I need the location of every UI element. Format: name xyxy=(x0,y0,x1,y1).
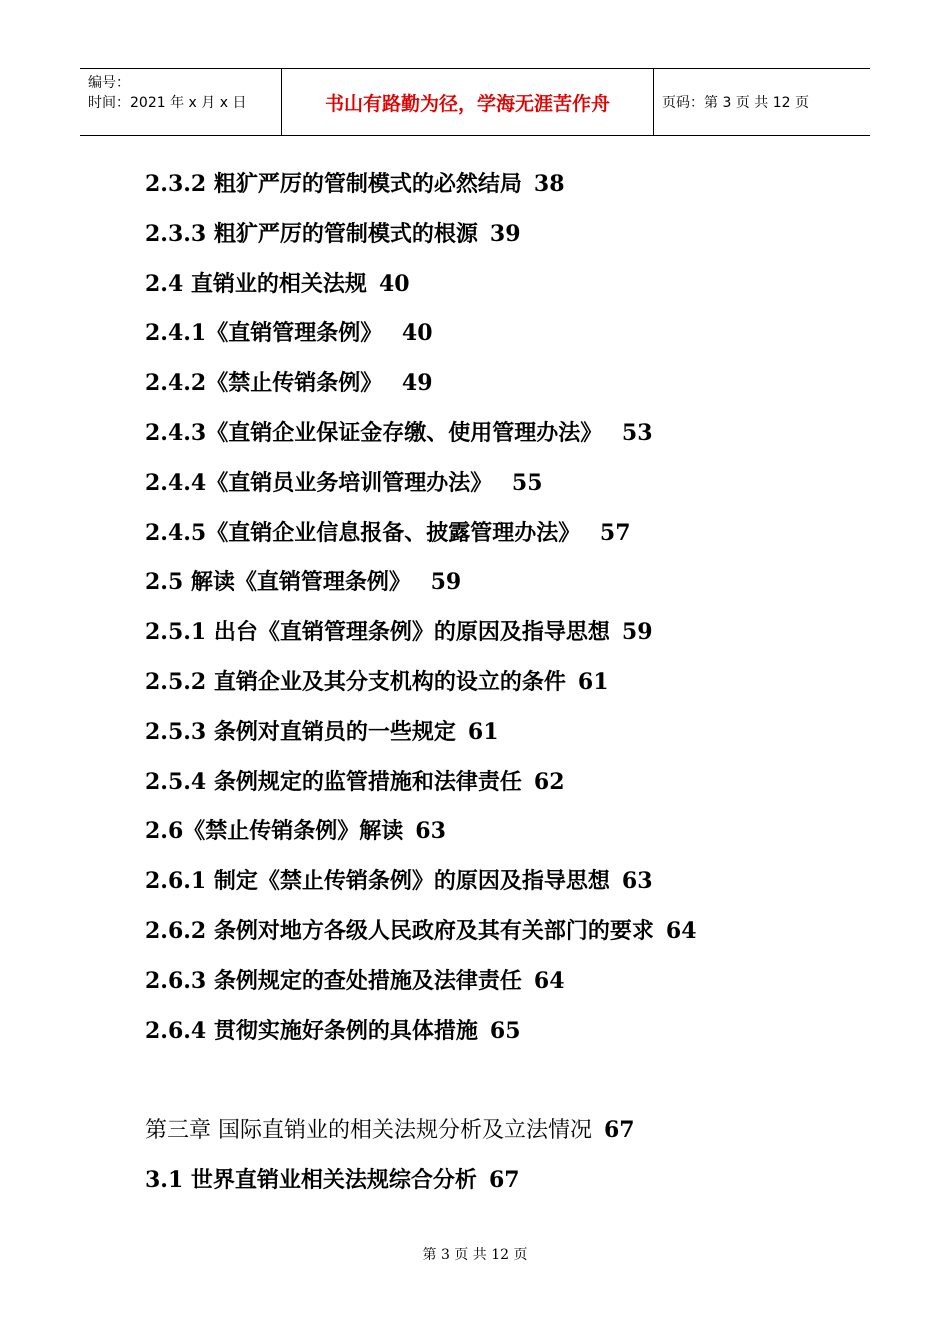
toc-entry: 2.4.2《禁止传销条例》 49 xyxy=(145,370,433,397)
toc-entry: 2.6.2 条例对地方各级人民政府及其有关部门的要求 64 xyxy=(145,917,697,944)
header-meta xyxy=(80,69,282,135)
toc-entry: 2.3.3 粗犷严厉的管制模式的根源 39 xyxy=(145,220,521,247)
header-motto: 书山有路勤为径，学海无涯苦作舟 xyxy=(282,69,654,135)
toc-entry: 2.4.3《直销企业保证金存缴、使用管理办法》 53 xyxy=(145,419,653,446)
toc-entry: 3.1 世界直销业相关法规综合分析 67 xyxy=(145,1166,520,1193)
toc-entry: 2.5.1 出台《直销管理条例》的原因及指导思想 59 xyxy=(145,619,653,646)
toc-entry: 2.5.3 条例对直销员的一些规定 61 xyxy=(145,718,499,745)
toc-entry: 2.3.2 粗犷严厉的管制模式的必然结局 38 xyxy=(145,171,565,197)
page-header xyxy=(80,68,870,136)
number-label: 编号： xyxy=(88,75,130,91)
toc-entry: 2.4.1《直销管理条例》 40 xyxy=(145,320,433,347)
toc-entry: 2.4 直销业的相关法规 40 xyxy=(145,270,410,297)
table-of-contents xyxy=(145,159,865,1205)
page-footer: 第 3 页 共 12 页 xyxy=(422,1247,528,1263)
toc-chapter-entry: 第三章 国际直销业的相关法规分析及立法情况 67 xyxy=(145,1117,635,1144)
toc-entry: 2.6《禁止传销条例》解读 63 xyxy=(145,818,446,845)
toc-entry: 2.5.4 条例规定的监管措施和法律责任 62 xyxy=(145,768,565,795)
toc-entry: 2.4.4《直销员业务培训管理办法》 55 xyxy=(145,469,543,496)
toc-entry: 2.6.3 条例规定的查处措施及法律责任 64 xyxy=(145,967,565,994)
toc-entry: 2.6.4 贯彻实施好条例的具体措施 65 xyxy=(145,1017,521,1044)
header-page-info: 页码：第 3 页 共 12 页 xyxy=(662,95,809,111)
toc-entry: 2.4.5《直销企业信息报备、披露管理办法》 57 xyxy=(145,519,631,546)
toc-entry: 2.5.2 直销企业及其分支机构的设立的条件 61 xyxy=(145,668,609,695)
toc-entry: 2.5 解读《直销管理条例》 59 xyxy=(145,569,462,596)
time-label: 时间：2021 年 x 月 x 日 xyxy=(88,95,247,111)
toc-entry: 2.6.1 制定《禁止传销条例》的原因及指导思想 63 xyxy=(145,868,653,895)
